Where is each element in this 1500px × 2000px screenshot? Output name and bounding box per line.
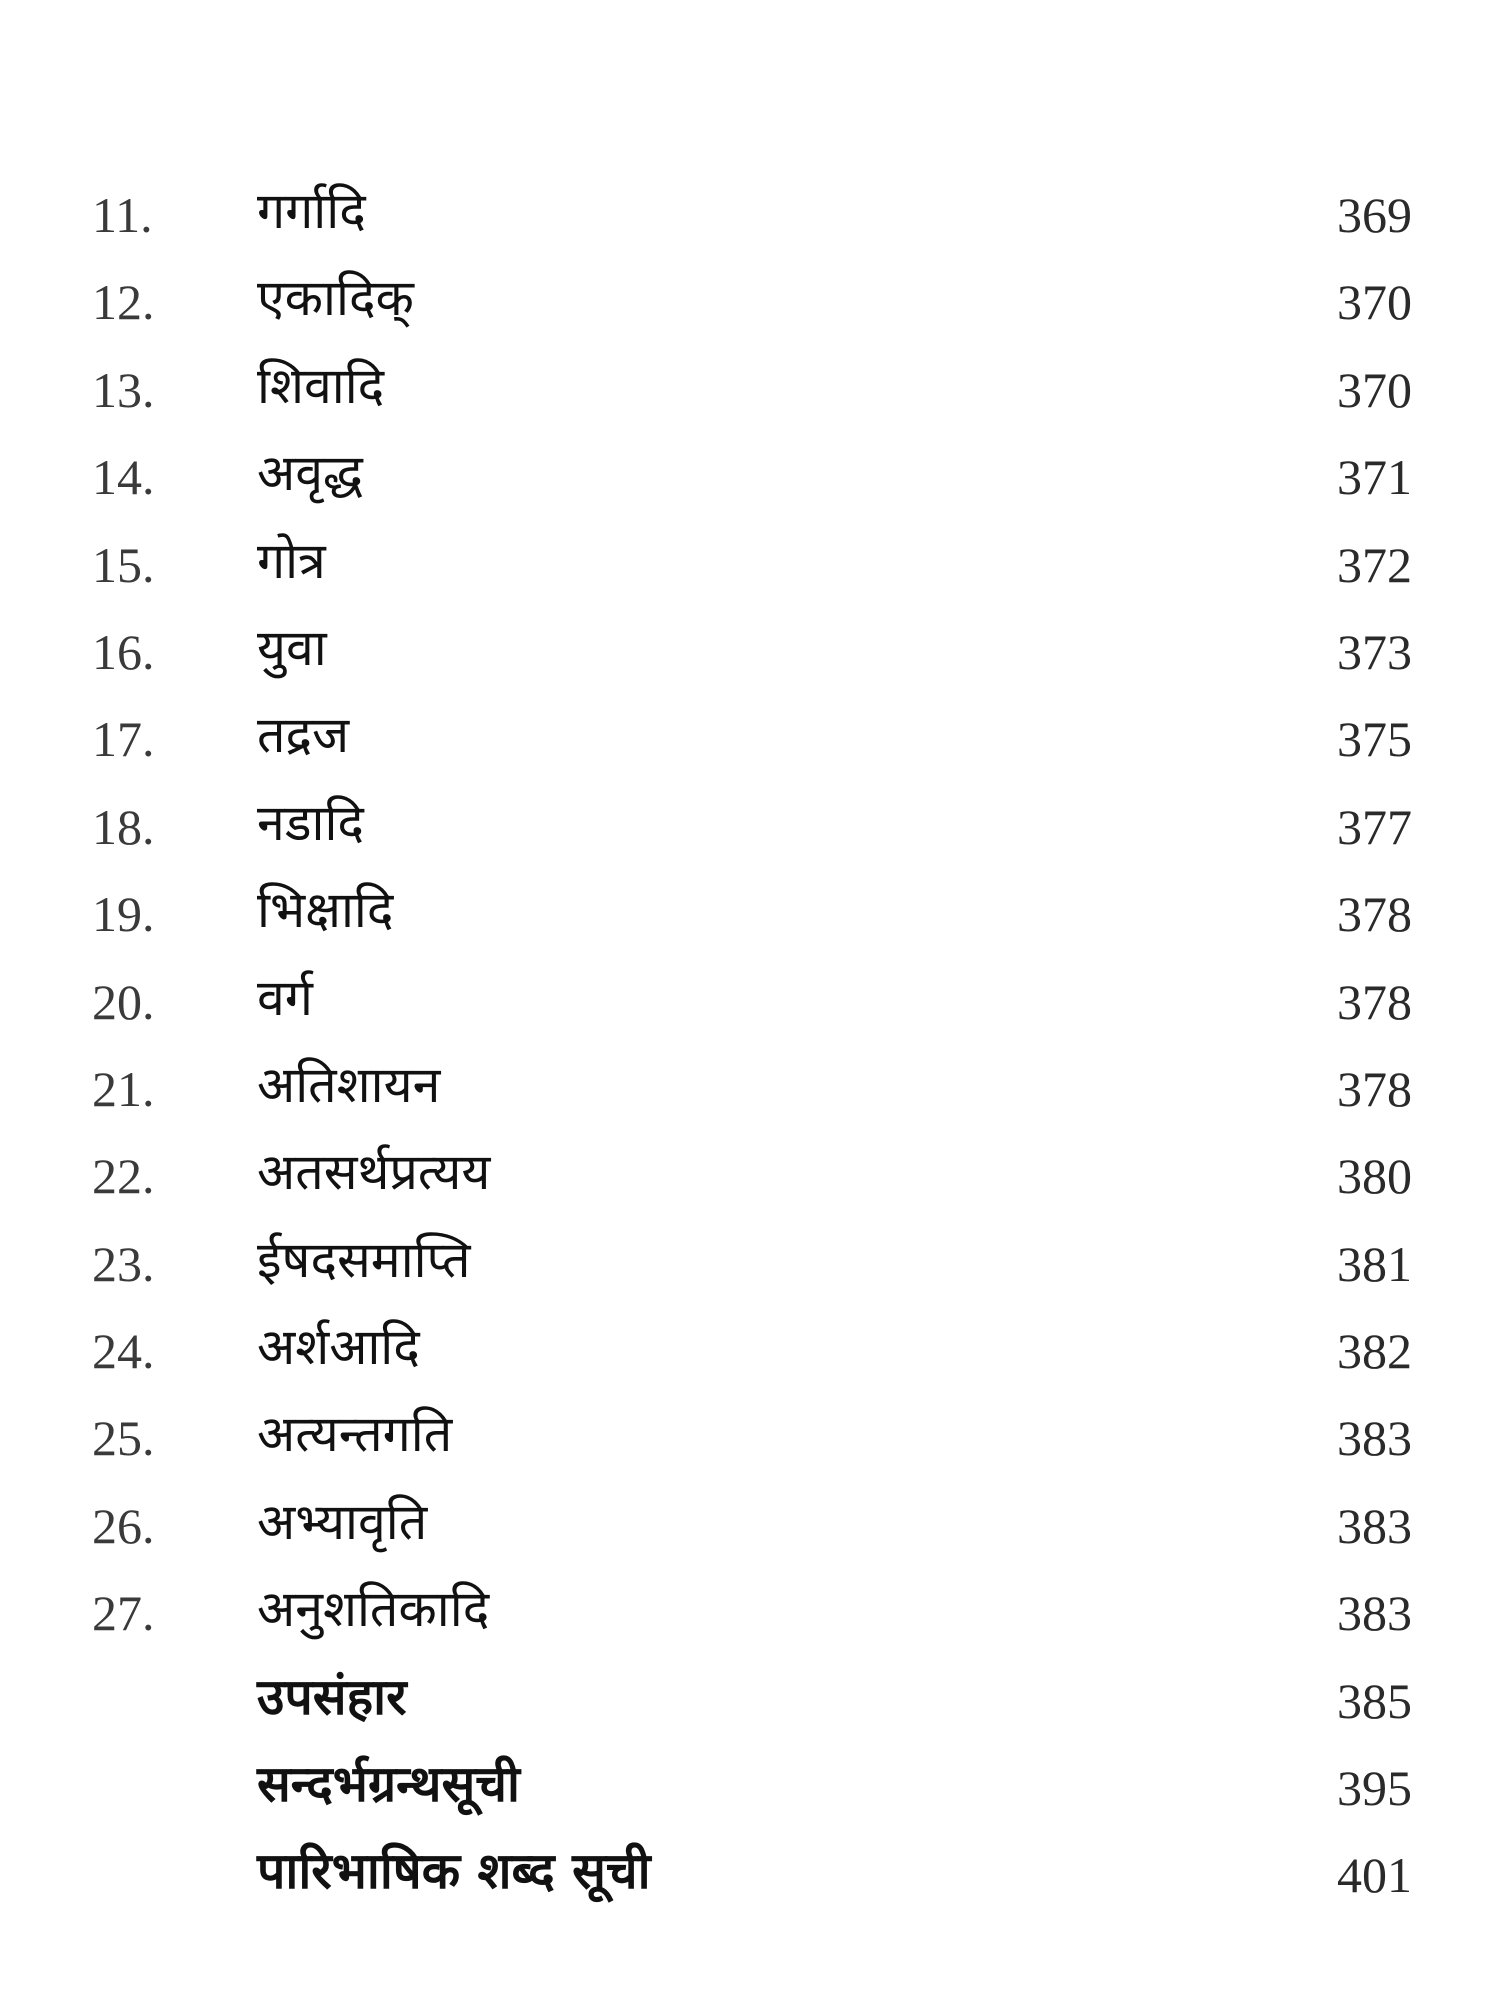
entry-title: अतसर्थप्रत्यय xyxy=(257,1143,491,1202)
toc-entry xyxy=(92,1055,1412,1146)
entry-page-number: 371 xyxy=(1337,449,1412,506)
entry-page-number: 381 xyxy=(1337,1235,1412,1292)
entry-page-number: 378 xyxy=(1337,886,1412,943)
entry-title: अवृद्ध xyxy=(257,444,363,503)
entry-title: गर्गादि xyxy=(257,182,366,240)
entry-number: 15. xyxy=(92,536,155,593)
entry-page-number: 370 xyxy=(1337,361,1412,418)
entry-number: 27. xyxy=(92,1585,155,1642)
entry-title: वर्ग xyxy=(257,968,313,1027)
toc-entry xyxy=(92,269,1412,359)
toc-entry xyxy=(92,793,1412,884)
entry-number: 25. xyxy=(92,1410,155,1467)
entry-title: नडादि xyxy=(257,793,364,852)
entry-title: ईषदसमाप्ति xyxy=(257,1230,471,1289)
toc-entry xyxy=(92,1580,1412,1670)
entry-page-number: 378 xyxy=(1337,1060,1412,1117)
entry-number: 26. xyxy=(92,1497,155,1554)
entry-page-number: 375 xyxy=(1337,711,1412,768)
entry-title: एकादिक् xyxy=(257,269,414,328)
entry-number: 22. xyxy=(92,1148,155,1205)
entry-title: भिक्षादि xyxy=(257,881,394,940)
entry-page-number: 383 xyxy=(1337,1410,1412,1467)
entry-title: अभ्यावृति xyxy=(257,1492,428,1551)
entry-title: अर्शआदि xyxy=(257,1318,420,1377)
toc-entry xyxy=(92,1318,1412,1408)
entry-page-number: 372 xyxy=(1337,536,1412,593)
entry-title: अतिशायन xyxy=(257,1055,441,1114)
entry-page-number: 377 xyxy=(1337,798,1412,855)
entry-number: 16. xyxy=(92,623,155,680)
entry-page-number: 385 xyxy=(1337,1672,1412,1729)
toc-entry xyxy=(92,618,1412,709)
entry-number: 11. xyxy=(92,187,153,243)
entry-title: पारिभाषिक शब्द सूची xyxy=(257,1842,651,1901)
entry-number: 23. xyxy=(92,1235,155,1292)
entry-title: उपसंहार xyxy=(257,1667,407,1726)
entry-number: 14. xyxy=(92,449,155,506)
entry-title: अत्यन्तगति xyxy=(257,1405,453,1464)
entry-number: 24. xyxy=(92,1323,155,1380)
entry-page-number: 401 xyxy=(1337,1847,1412,1904)
entry-number: 19. xyxy=(92,886,155,943)
toc-entry xyxy=(92,1755,1412,1845)
entry-page-number: 369 xyxy=(1337,187,1412,243)
toc-entry xyxy=(92,1492,1412,1583)
entry-page-number: 380 xyxy=(1337,1148,1412,1205)
toc-entry xyxy=(92,444,1412,534)
toc-entry xyxy=(92,1143,1412,1233)
entry-number: 12. xyxy=(92,274,155,331)
entry-title: तद्रज xyxy=(257,706,350,765)
entry-page-number: 378 xyxy=(1337,973,1412,1030)
toc-entry xyxy=(92,1230,1412,1321)
toc-entry xyxy=(92,1667,1412,1758)
entry-page-number: 383 xyxy=(1337,1497,1412,1554)
entry-page-number: 383 xyxy=(1337,1585,1412,1642)
entry-title: सन्दर्भग्रन्थसूची xyxy=(257,1755,520,1814)
entry-number: 21. xyxy=(92,1060,155,1117)
entry-title: गोत्र xyxy=(257,531,326,590)
entry-title: शिवादि xyxy=(257,356,385,415)
entry-page-number: 382 xyxy=(1337,1323,1412,1380)
table-of-contents xyxy=(92,182,1412,1933)
toc-entry xyxy=(92,881,1412,971)
entry-number: 17. xyxy=(92,711,155,768)
entry-page-number: 373 xyxy=(1337,623,1412,680)
toc-entry xyxy=(92,1405,1412,1495)
toc-entry xyxy=(92,968,1412,1059)
toc-entry xyxy=(92,706,1412,796)
entry-page-number: 395 xyxy=(1337,1760,1412,1817)
entry-number: 18. xyxy=(92,798,155,855)
entry-title: युवा xyxy=(257,618,327,677)
toc-entry xyxy=(92,356,1412,447)
entry-title: अनुशतिकादि xyxy=(257,1580,490,1639)
toc-entry xyxy=(92,1842,1412,1932)
entry-number: 20. xyxy=(92,973,155,1030)
toc-entry xyxy=(92,182,1412,272)
entry-page-number: 370 xyxy=(1337,274,1412,331)
toc-entry xyxy=(92,531,1412,622)
entry-number: 13. xyxy=(92,361,155,418)
